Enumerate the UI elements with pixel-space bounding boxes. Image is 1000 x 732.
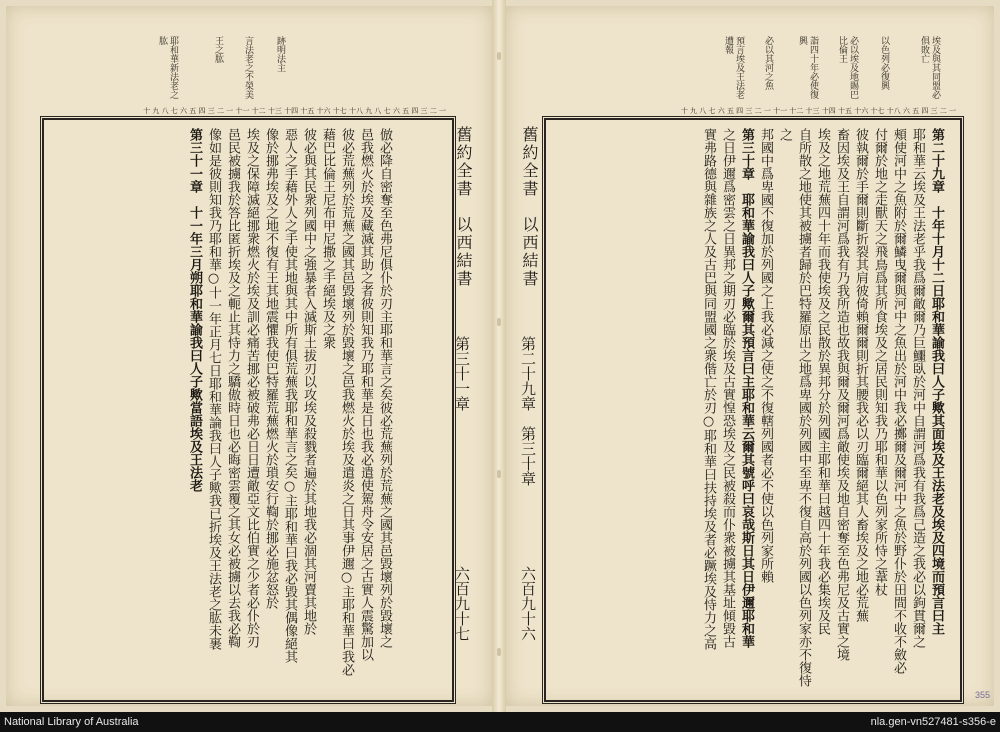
margin-note: 以色列必復興 <box>879 36 889 90</box>
margin-note: 預言埃及王法老遭報 <box>723 36 744 99</box>
page-number: 六百九十七 <box>453 566 471 641</box>
margin-note: 必以埃及地賜巴比倫王 <box>837 36 858 99</box>
footer-bar <box>0 712 1000 732</box>
binding-thread <box>497 648 501 656</box>
margin-note: 詣四十年必使復興 <box>797 36 818 99</box>
chapter-label: 第三十一章 <box>453 336 471 411</box>
footer-source: National Library of Australia <box>4 716 139 728</box>
body-text: 第二十九章 十年十月十二日耶和華諭我曰人子歟其面埃及王法老及埃及四境而預言曰主 耶和華云埃及王法老乎我爲爾敵爾乃巨鱷臥於河中自謂河爲我有我爲己造之我必以鉤貫爾之 頰使河中之魚附於爾鱗曳爾與河中之魚出於河中我必擲爾及爾河中之魚於野仆於田間不收不斂必 付爾於地之走獸天之飛鳥爲其所食埃及之居民則知我乃耶和華以色列家所恃之葦杖 彼執爾於手爾則斷折裂其肩彼倚賴爾爾則折其腰我必以刃臨爾絕其人畜埃及之地必荒蕪 畜因埃及王自謂河爲我有乃我所造也故我與爾及爾河爲敵使埃及地自密奪至色弗尼及古實之境 埃及之地荒蕪四十年而我使埃及之民散於異邦分於列國主耶和華曰越四十年我必集埃及民 自所散之地使其被擄者歸於巴特羅原出之地爲卑國於列國中至卑不復自高於列國以色列家亦不復恃之 邦國中爲卑國不復加於列國之上我必減之使之不復轄列國者必不使以色列家所賴 第三十章 耶和華諭我曰人子歟爾其預言曰主耶和華云爾其號呼曰哀哉斯日其日伊邇耶和華 之日伊邇爲密雲之日異邦之期刃必臨於埃及古實惶恐埃及之民被殺而仆衆被擄其基址傾毀古 實弗路德與雜族之人及古巴與同盟國之衆偕亡於刃○耶和華曰扶持埃及者必蹶埃及恃力之高 <box>701 128 944 687</box>
margin-note: 耶和華新法老之肱 <box>157 36 178 99</box>
binding-thread <box>497 470 501 478</box>
chapter-label: 第二十九章 第三十章 <box>519 336 537 486</box>
body-text: 倣必降自密奪至色弗尼俱仆於刃主耶和華言之矣彼必荒蕪列於荒蕪之國其邑毀壞列於毀壞之 邑我燃火於埃及藏滅其助之者彼則知我乃耶和華是日也我必遣使駕舟令安居之古實人震驚加以 彼必荒蕪列於荒蕪之國其邑毀壞列於毀壞之邑我燃火於埃及遣炎之日其事伊邇○主耶和華曰我必藉巴比倫王尼布甲尼撒之手絕埃及之衆 彼必與其民衆列國中之強暴者入滅斯土拔刃以攻埃及殺戮者遍於其地我必涸其河賣其地於 惡人之手藉外人之手使其地與其中所有俱荒蕪我耶和華言之矣○主耶和華曰我必毀其偶像絕其 像於挪弗埃及之地不復有王其地震懼我使巴特羅荒蕪燃火於瑣安行鞫於挪必施忿怒於 埃及之保障滅絕挪衆燃火於埃及訓必痛苦挪必被破弗必日日遭敵亞文比伯實之少者必仆於刃 邑民被擄我於答比匿折埃及之軛止其恃力之驕傲時日也必晦密雲覆之其女必被擄以去我必鞫 像如是彼則知我乃耶和華○十一年正月七日耶和華論我曰人子歟我已折埃及王法老之肱未裹 第三十一章 十一年三月朔耶和華諭我曰人子歟當語埃及王法老 <box>187 128 392 676</box>
page-number: 六百九十六 <box>519 566 537 641</box>
page-stamp: 355 <box>974 690 990 700</box>
line-number-row: 十 九 八 七 六 五 四 三 二 一 十一 十二 十三 十四 十五 十六 十七 十八 六 五 四 三 二 一 <box>680 107 956 115</box>
left-page <box>6 6 492 706</box>
margin-note: 必以其河之魚 <box>763 36 773 90</box>
book-gutter <box>492 0 506 712</box>
right-page <box>506 6 994 706</box>
running-header: 舊約全書 以西結書 <box>454 126 473 288</box>
margin-note: 跡明法主 <box>275 36 285 72</box>
footer-identifier: nla.gen-vn527481-s356-e <box>870 716 996 728</box>
running-header: 舊約全書 以西結書 <box>520 126 539 288</box>
margin-note: 王之肱 <box>213 36 223 63</box>
margin-note: 言法老之不榮美 <box>243 36 253 99</box>
binding-thread <box>497 52 501 60</box>
line-number-row: 十 九 八 七 六 五 四 三 二 一 十一 十二 十三 十四 十五 十六 十七 十八 九 八 七 六 五 四 三 二 一 <box>143 107 446 115</box>
margin-note: 埃及與其同盟必俱敗亡 <box>919 36 940 99</box>
binding-thread <box>497 318 501 326</box>
